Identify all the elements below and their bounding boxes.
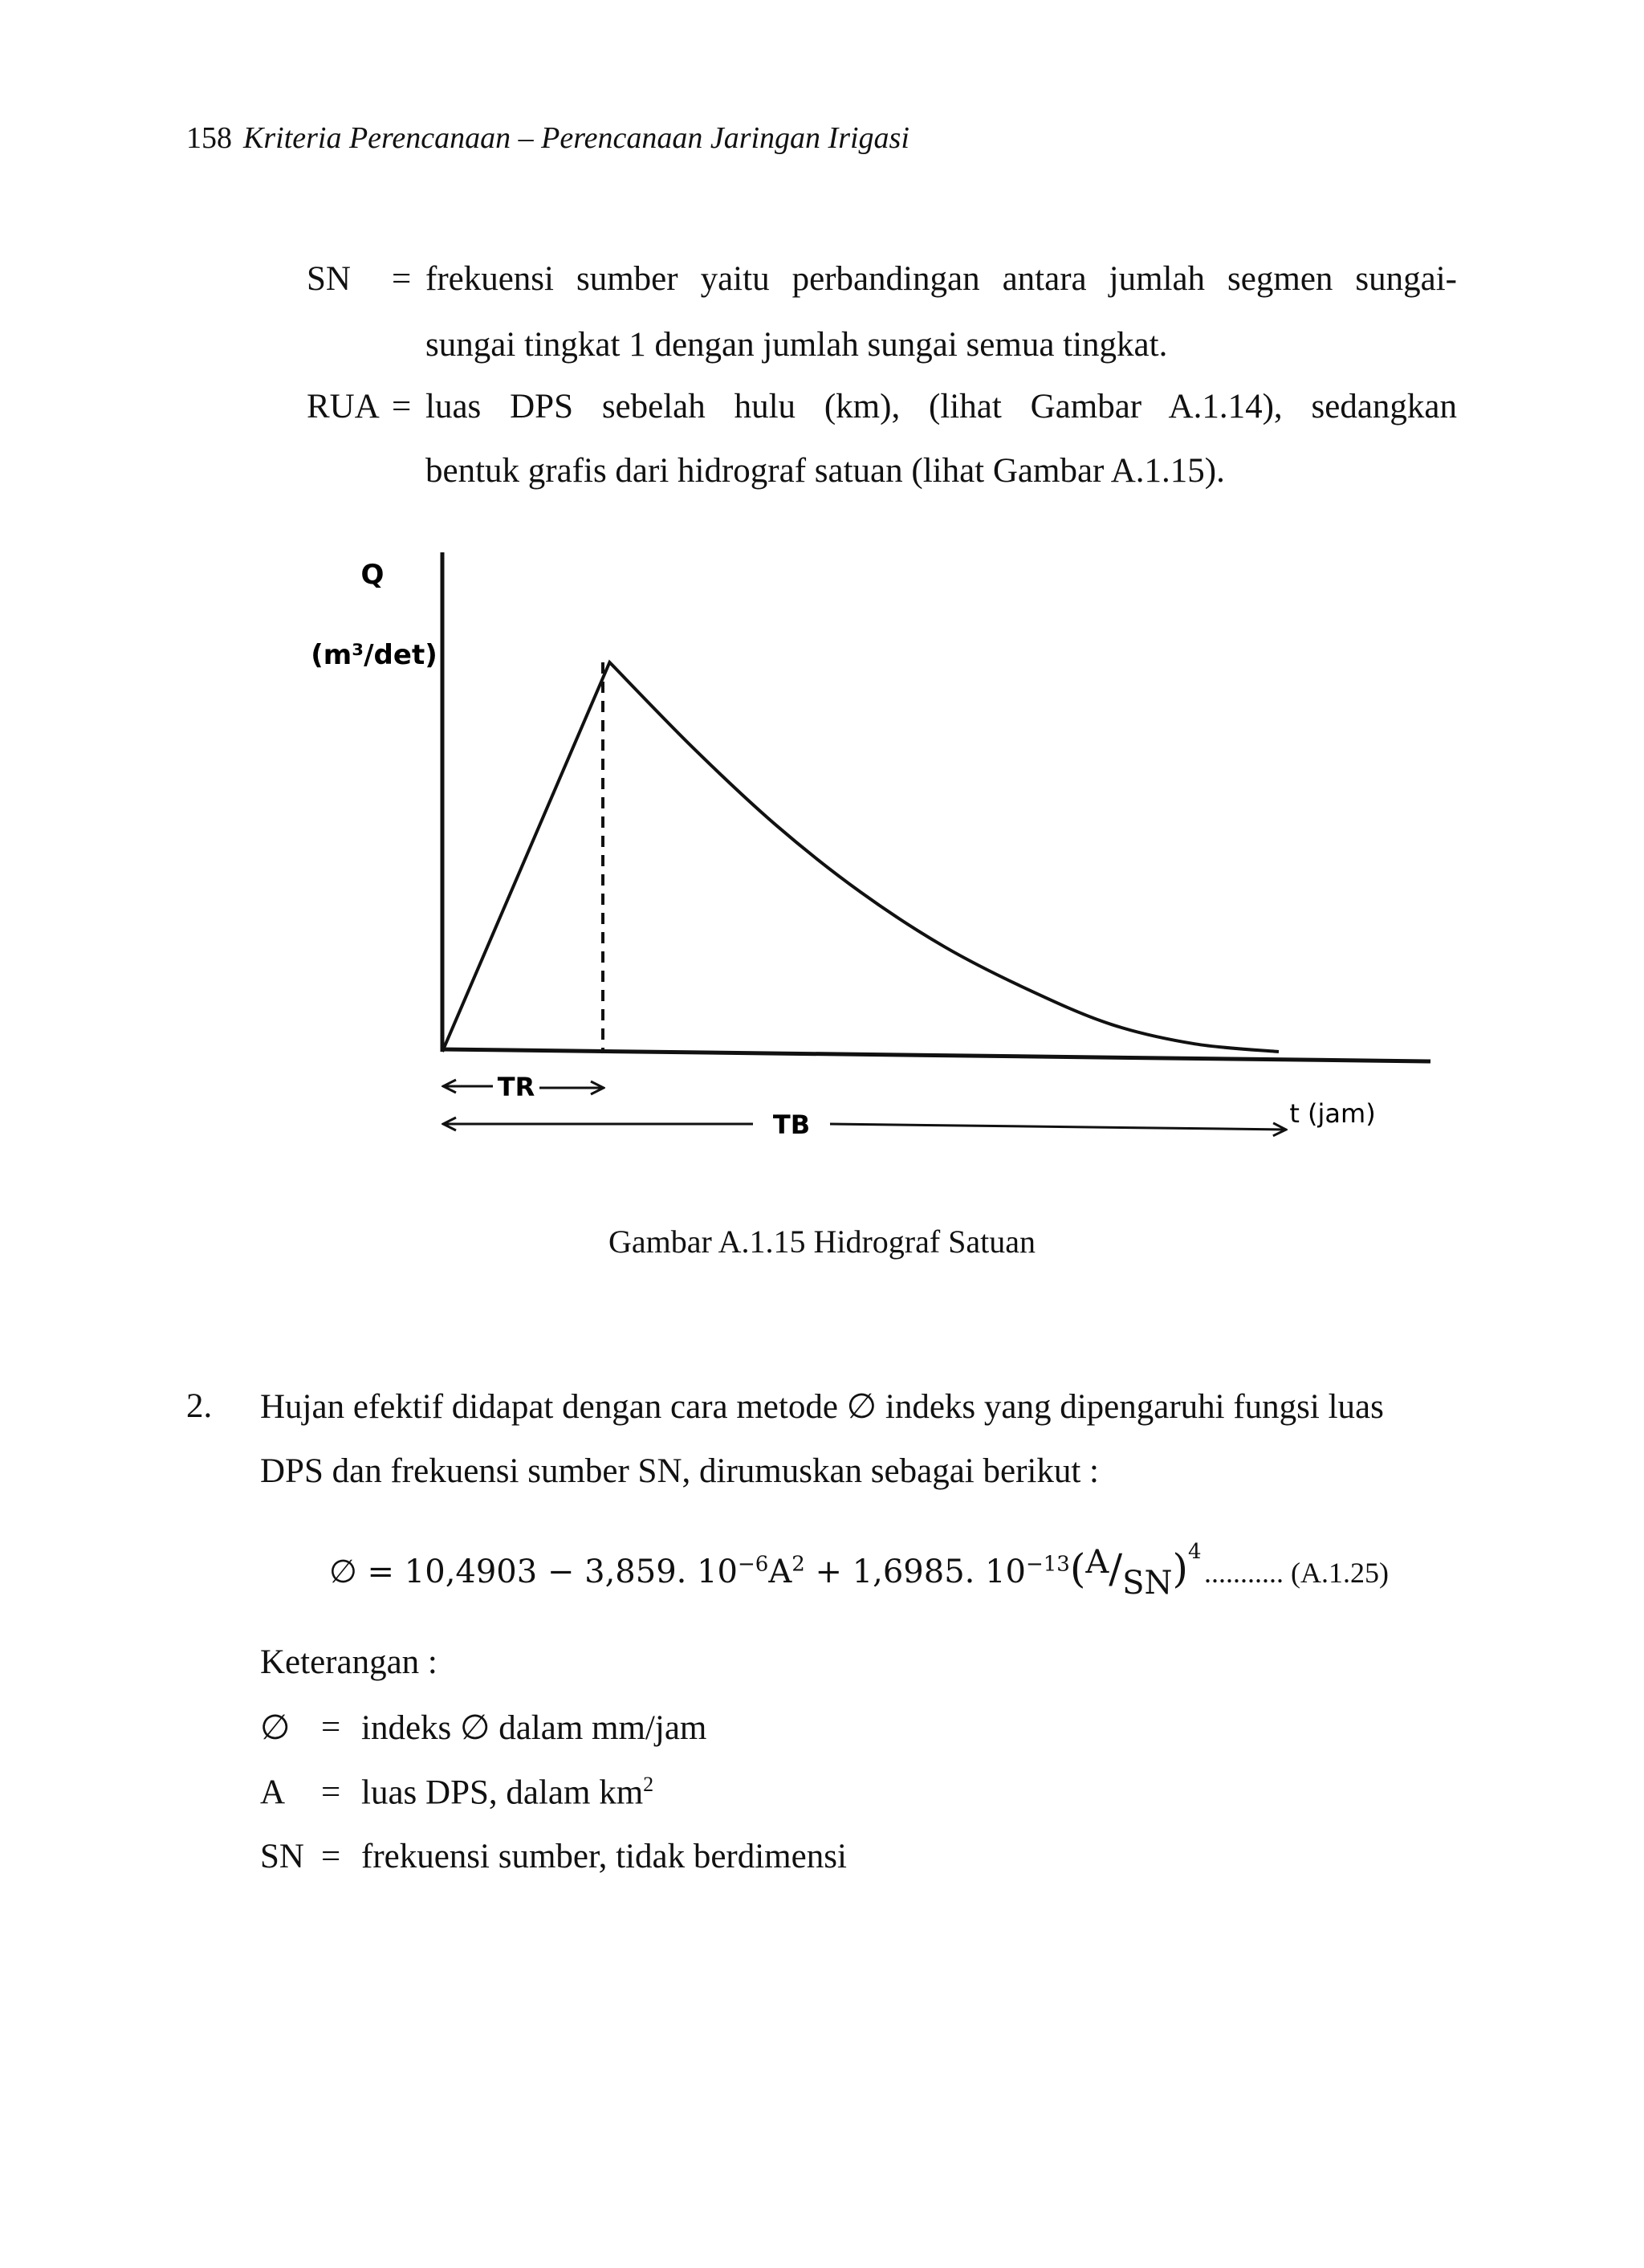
hydrograph-figure	[305, 530, 1445, 1156]
keterangan-desc-a-text: luas DPS, dalam km	[361, 1773, 644, 1812]
definition-term-rua: RUA	[307, 388, 380, 426]
keterangan-term-sn: SN	[260, 1838, 304, 1875]
figure-caption: Gambar A.1.15 Hidrograf Satuan	[608, 1224, 1036, 1260]
keterangan-term-a: A	[260, 1773, 286, 1811]
x-axis	[441, 1049, 1430, 1061]
formula-paren-open: (	[1069, 1545, 1086, 1592]
formula-paren-close: )	[1172, 1545, 1189, 1592]
keterangan-title: Keterangan :	[260, 1643, 437, 1681]
keterangan-equals: =	[321, 1773, 341, 1811]
keterangan-desc-a	[361, 1773, 653, 1812]
formula-frac-denominator: SN	[1122, 1565, 1173, 1602]
y-axis-label-q: Q	[360, 559, 385, 591]
formula-exp2: 2	[791, 1552, 805, 1577]
formula-exp4: 4	[1188, 1539, 1202, 1564]
tb-arrow-right	[830, 1124, 1286, 1130]
item2-line1: Hujan efektif didapat dengan cara metode ∅ indeks yang dipengaruhi fungsi luas	[260, 1388, 1384, 1426]
definition-term-sn: SN	[307, 260, 351, 298]
formula-term2: A	[768, 1553, 792, 1590]
formula-exp1: −6	[737, 1552, 769, 1577]
keterangan-desc-phi: indeks ∅ dalam mm/jam	[361, 1709, 707, 1747]
y-axis-label-unit: (m³/det)	[311, 639, 437, 671]
tr-label: TR	[497, 1072, 535, 1102]
running-title: Kriteria Perencanaan – Perencanaan Jaringan Irigasi	[243, 121, 909, 155]
item2-line2: DPS dan frekuensi sumber SN, dirumuskan sebagai berikut :	[260, 1452, 1099, 1490]
definition-sn-line2: sungai tingkat 1 dengan jumlah sungai semua tingkat.	[425, 326, 1168, 364]
page-number: 158	[186, 121, 232, 155]
definition-sn-line1: frekuensi sumber yaitu perbandingan antara jumlah segmen sungai-	[425, 260, 1457, 298]
tb-label: TB	[772, 1110, 811, 1140]
phi-index-formula	[329, 1539, 1202, 1602]
formula-frac-slash: /	[1109, 1545, 1123, 1592]
hydrograph-curve	[442, 662, 1279, 1052]
formula-term3: + 1,6985. 10	[804, 1553, 1026, 1590]
x-axis-label: t (jam)	[1289, 1098, 1376, 1129]
keterangan-term-phi: ∅	[260, 1709, 291, 1747]
formula-frac-numerator: A	[1085, 1544, 1109, 1581]
definition-equals: =	[392, 260, 412, 298]
keterangan-desc-sn: frekuensi sumber, tidak berdimensi	[361, 1838, 847, 1875]
equation-number: ........... (A.1.25)	[1204, 1557, 1389, 1589]
keterangan-equals: =	[321, 1708, 341, 1746]
list-number: 2.	[186, 1387, 213, 1425]
keterangan-equals: =	[321, 1838, 341, 1875]
keterangan-desc-a-sup: 2	[643, 1773, 654, 1796]
running-header	[186, 120, 909, 156]
definition-equals: =	[392, 388, 412, 426]
definition-rua-line2: bentuk grafis dari hidrograf satuan (lihat Gambar A.1.15).	[425, 452, 1225, 490]
definition-rua-line1: luas DPS sebelah hulu (km), (lihat Gambar A.1.14), sedangkan	[425, 388, 1457, 426]
formula-term1: ∅ = 10,4903 − 3,859. 10	[329, 1553, 738, 1590]
formula-exp3: −13	[1025, 1552, 1070, 1577]
